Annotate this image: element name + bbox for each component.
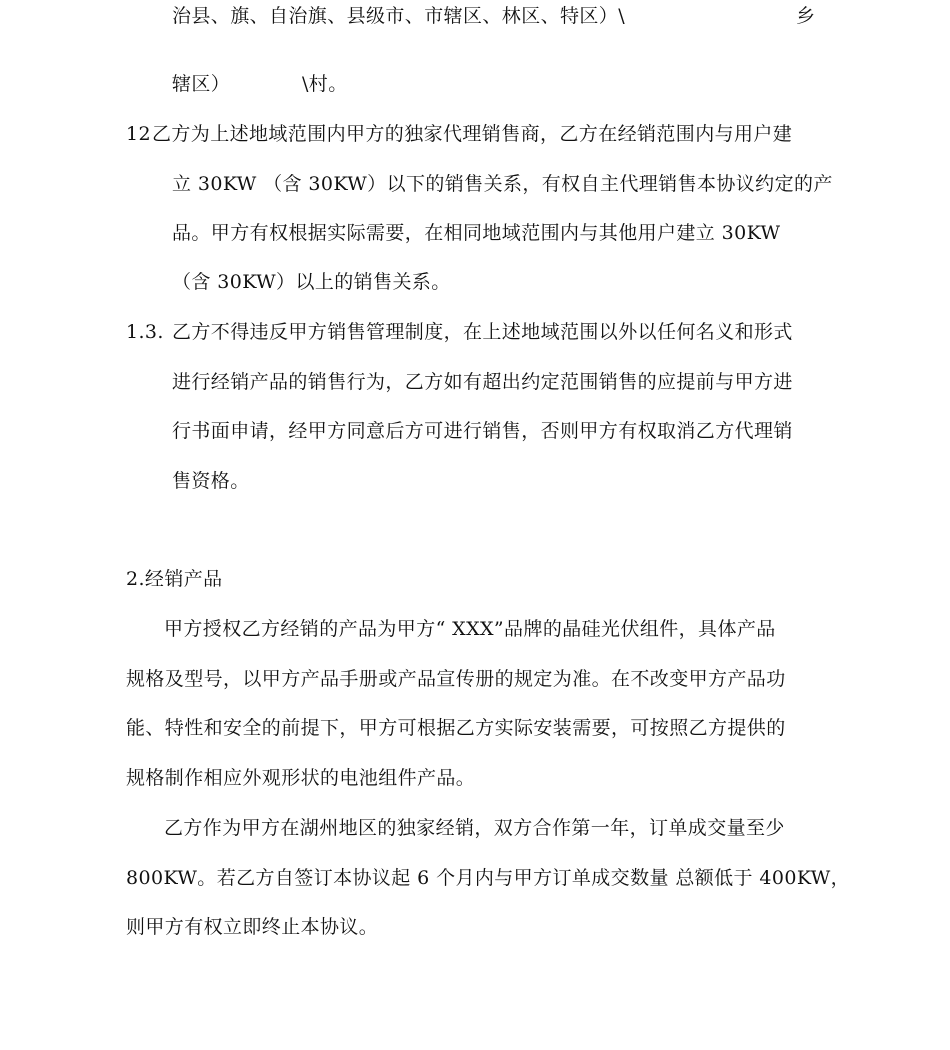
clause-1-1-line1-right: 乡 <box>796 5 816 27</box>
section-2-para1-line2: 规格及型号，以甲方产品手册或产品宣传册的规定为准。在不改变甲方产品功 <box>126 668 786 690</box>
clause-1-3-line2: 进行经销产品的销售行为，乙方如有超出约定范围销售的应提前与甲方进 <box>172 371 793 393</box>
clause-1-2-line2: 立 30KW （含 30KW）以下的销售关系，有权自主代理销售本协议约定的产 <box>172 173 833 195</box>
clause-1-3-line3: 行书面申请，经甲方同意后方可进行销售，否则甲方有权取消乙方代理销 <box>172 420 793 442</box>
section-2-para1-line3: 能、特性和安全的前提下，甲方可根据乙方实际安装需要，可按照乙方提供的 <box>126 717 786 739</box>
clause-1-2-number: 12 <box>126 123 151 145</box>
section-2-para2-line1: 乙方作为甲方在湖州地区的独家经销，双方合作第一年，订单成交量至少 <box>164 817 785 839</box>
clause-1-3-number: 1.3. <box>126 321 164 343</box>
clause-1-1-line2-right: \村。 <box>302 73 348 95</box>
clause-1-3-line4: 售资格。 <box>172 470 250 492</box>
clause-1-3-line1: 乙方不得违反甲方销售管理制度，在上述地域范围以外以任何名义和形式 <box>172 321 793 343</box>
section-2-para2-line2: 800KW。若乙方自签订本协议起 6 个月内与甲方订单成交数量 总额低于 400KW， <box>126 867 851 889</box>
clause-1-2-line1: 乙方为上述地域范围内甲方的独家代理销售商，乙方在经销范围内与用户建 <box>152 123 793 145</box>
section-2-heading: 2.经销产品 <box>126 568 223 590</box>
clause-1-1-line1: 治县、旗、自治旗、县级市、市辖区、林区、特区）\ <box>172 5 626 27</box>
clause-1-2-line3: 品。甲方有权根据实际需要，在相同地域范围内与其他用户建立 30KW <box>172 222 781 244</box>
section-2-para1-line1: 甲方授权乙方经销的产品为甲方“ XXX”品牌的晶硅光伏组件，具体产品 <box>164 618 776 640</box>
clause-1-2-line4: （含 30KW）以上的销售关系。 <box>172 271 451 293</box>
section-2-para2-line3: 则甲方有权立即终止本协议。 <box>126 916 379 938</box>
section-2-para1-line4: 规格制作相应外观形状的电池组件产品。 <box>126 767 476 789</box>
clause-1-1-line2: 辖区） <box>172 73 231 95</box>
